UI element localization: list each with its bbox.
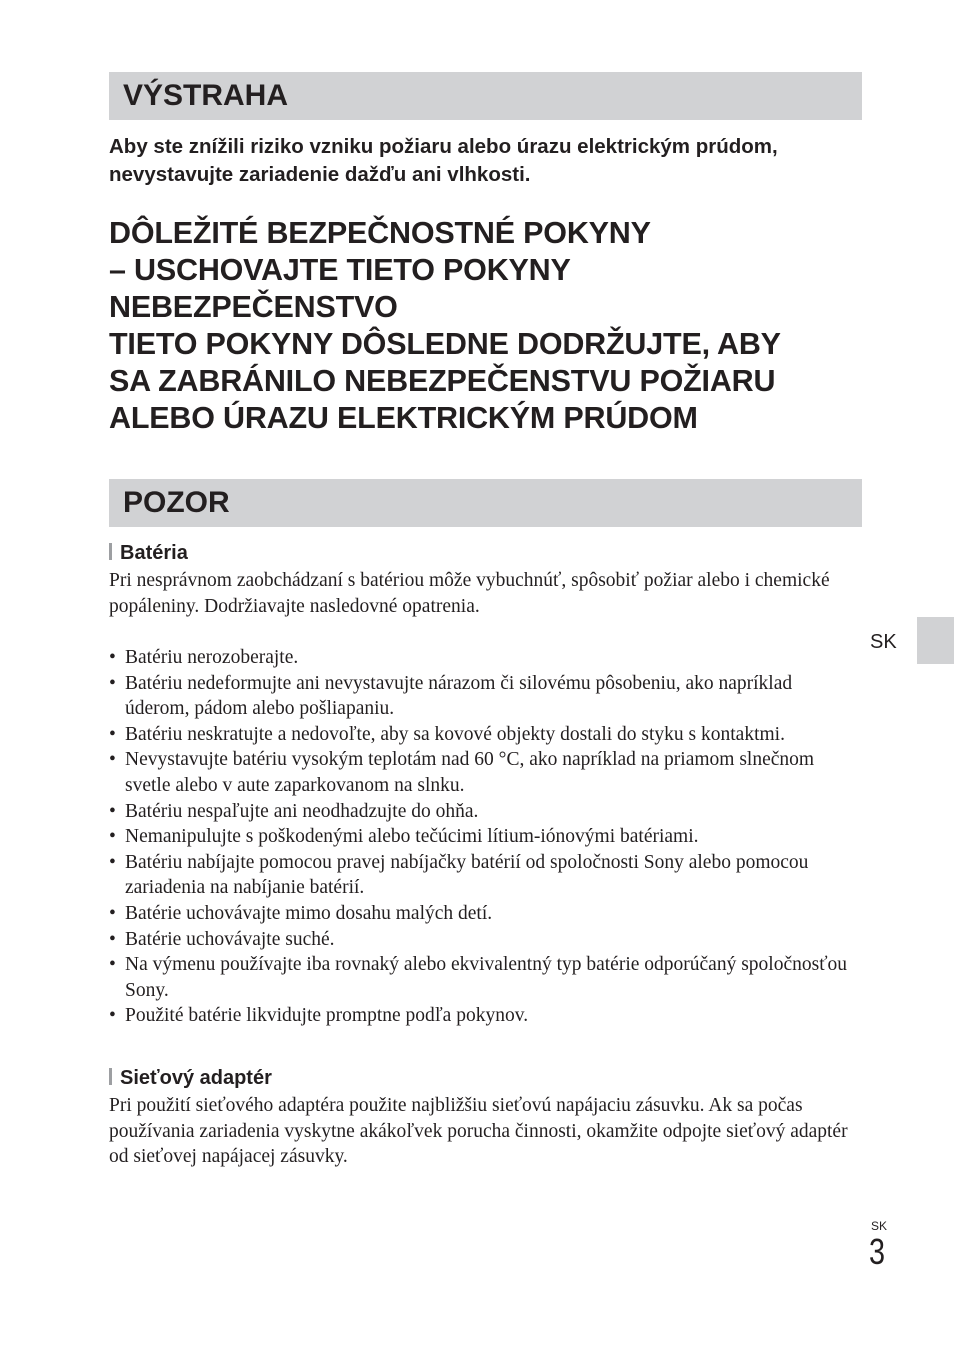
list-item: • Na výmenu používajte iba rovnaký alebo ekvivalentný typ batérie odporúčaný spoločnosťou Sony. [109, 952, 854, 1003]
adapter-text: Pri použití sieťového adaptéra použite najbližšiu sieťovú napájaciu zásuvku. Ak sa počas používania zariadenia vyskytne akákoľvek porucha činnosti, okamžite odpojte sieťový adaptér od sieťovej napájacej zásuvky. [109, 1095, 848, 1167]
important-line: ALEBO ÚRAZU ELEKTRICKÝM PRÚDOM [109, 401, 698, 435]
important-line: SA ZABRÁNILO NEBEZPEČENSTVU POŽIARU [109, 364, 776, 398]
important-line: NEBEZPEČENSTVO [109, 290, 398, 324]
language-tab-label: SK [870, 631, 897, 653]
battery-precautions-list [109, 645, 854, 1029]
list-item: • Použité batérie likvidujte promptne podľa pokynov. [109, 1003, 854, 1029]
section-marker [109, 1068, 112, 1085]
list-item: • Nemanipulujte s poškodenými alebo tečúcimi lítium-iónovými batériami. [109, 824, 854, 850]
important-line: TIETO POKYNY DÔSLEDNE DODRŽUJTE, ABY [109, 327, 781, 361]
caution-heading: POZOR [109, 479, 862, 527]
page-number: 3 [869, 1231, 886, 1272]
important-safety-heading [109, 215, 869, 437]
list-item: • Batériu nedeformujte ani nevystavujte nárazom či silovému pôsobeniu, ako napríklad úderom, pádom alebo pošliapaniu. [109, 671, 854, 722]
list-item: • Batériu neskratujte a nedovoľte, aby sa kovové objekty dostali do styku s kontaktmi. [109, 722, 854, 748]
important-line: – USCHOVAJTE TIETO POKYNY [109, 253, 571, 287]
warning-text: Aby ste znížili riziko vzniku požiaru alebo úrazu elektrickým prúdom, nevystavujte zariadenie dažďu ani vlhkosti. [109, 135, 778, 186]
list-item: • Batériu nerozoberajte. [109, 645, 854, 671]
page-language-code: SK [871, 1219, 888, 1233]
battery-subheading [109, 541, 188, 565]
language-tab [917, 617, 954, 664]
list-item: • Batérie uchovávajte mimo dosahu malých detí. [109, 901, 854, 927]
battery-intro-text: Pri nesprávnom zaobchádzaní s batériou môže vybuchnúť, spôsobiť požiar alebo i chemické popáleniny. Dodržiavajte nasledovné opatrenia. [109, 570, 830, 617]
list-item: • Batériu nespaľujte ani neodhadzujte do ohňa. [109, 799, 854, 825]
list-item: • Nevystavujte batériu vysokým teplotám nad 60 °C, ako napríklad na priamom slnečnom svetle alebo v aute zaparkovanom na slnku. [109, 747, 854, 798]
adapter-subheading [109, 1066, 272, 1090]
section-marker [109, 543, 112, 560]
list-item: • Batériu nabíjajte pomocou pravej nabíjačky batérií od spoločnosti Sony alebo pomocou zariadenia na nabíjanie batérií. [109, 850, 854, 901]
warning-heading: VÝSTRAHA [109, 72, 862, 120]
battery-subheading-text: Batéria [120, 542, 188, 564]
adapter-subheading-text: Sieťový adaptér [120, 1067, 272, 1089]
important-line: DÔLEŽITÉ BEZPEČNOSTNÉ POKYNY [109, 216, 651, 250]
list-item: • Batérie uchovávajte suché. [109, 927, 854, 953]
